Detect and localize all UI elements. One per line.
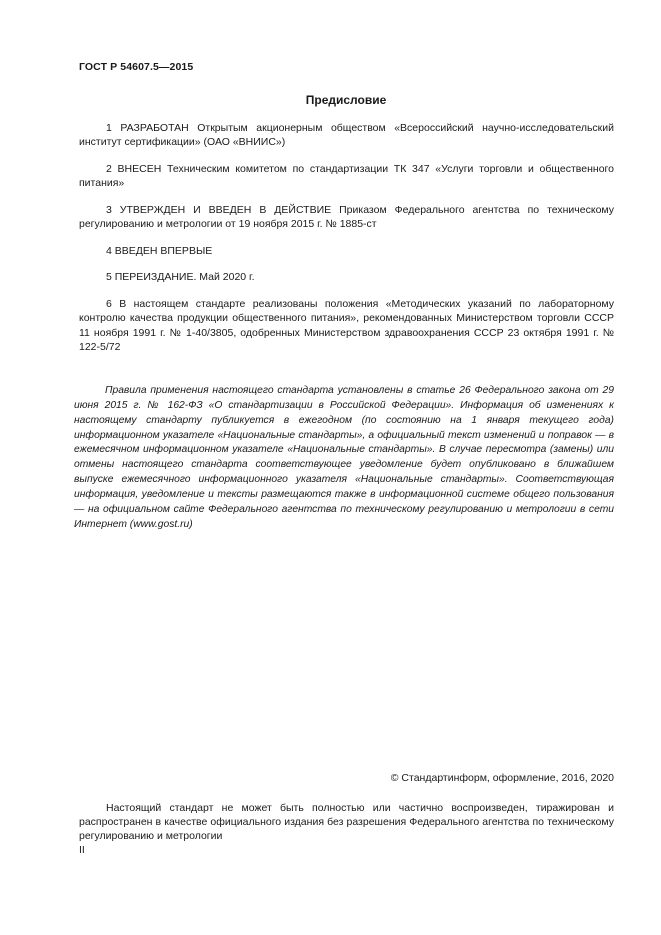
preface-item-3: 3 УТВЕРЖДЕН И ВВЕДЕН В ДЕЙСТВИЕ Приказом Федерального агентства по техническому регулированию и метрологии от 19 ноября 2015 г. № 1885-ст	[79, 203, 614, 231]
preface-item-6: 6 В настоящем стандарте реализованы положения «Методических указаний по лабораторному контролю качества продукции общественного питания», рекомендованных Министерством торговли СССР 11 ноября 1991 г. № 1-40/3805, одобренных Министерством здравоохранения СССР 23 октября 1991 г. № 122-5/72	[79, 298, 614, 353]
document-id: ГОСТ Р 54607.5—2015	[79, 61, 194, 73]
reproduction-disclaimer: Настоящий стандарт не может быть полностью или частично воспроизведен, тиражирован и распространен в качестве официального издания без разрешения Федерального агентства по техническому регулированию и метрологии	[79, 802, 614, 843]
preface-title: Предисловие	[305, 93, 387, 107]
preface-item-2: 2 ВНЕСЕН Техническим комитетом по стандартизации ТК 347 «Услуги торговли и общественного питания»	[79, 162, 614, 190]
application-rules-notice: Правила применения настоящего стандарта установлены в статье 26 Федерального закона от 29 июня 2015 г. № 162-ФЗ «О стандартизации в Российской Федерации». Информация об изменениях к настоящему стандарту публикуется в ежегодном (по состоянию на 1 января текущего года) информационном указателе «Национальные стандарты», а официальный текст изменений и поправок — в ежемесячном информационном указателе «Национальные стандарты». В случае пересмотра (замены) или отмены настоящего стандарта соответствующее уведомление будет опубликовано в ближайшем выпуске ежемесячного информационного указателя «Национальные стандарты». Соответствующая информация, уведомление и тексты размещаются также в информационной системе общего пользования — на официальном сайте Федерального агентства по техническому регулированию и метрологии в сети Интернет (www.gost.ru)	[74, 385, 614, 530]
preface-item-1: 1 РАЗРАБОТАН Открытым акционерным обществом «Всероссийский научно-исследовательский институт сертификации» (ОАО «ВНИИС»)	[79, 122, 614, 149]
page-number: II	[79, 844, 85, 856]
copyright-line: © Стандартинформ, оформление, 2016, 2020	[390, 772, 614, 784]
preface-items	[79, 121, 614, 366]
preface-item-4: 4 ВВЕДЕН ВПЕРВЫЕ	[106, 244, 213, 257]
preface-item-5: 5 ПЕРЕИЗДАНИЕ. Май 2020 г.	[106, 271, 255, 284]
